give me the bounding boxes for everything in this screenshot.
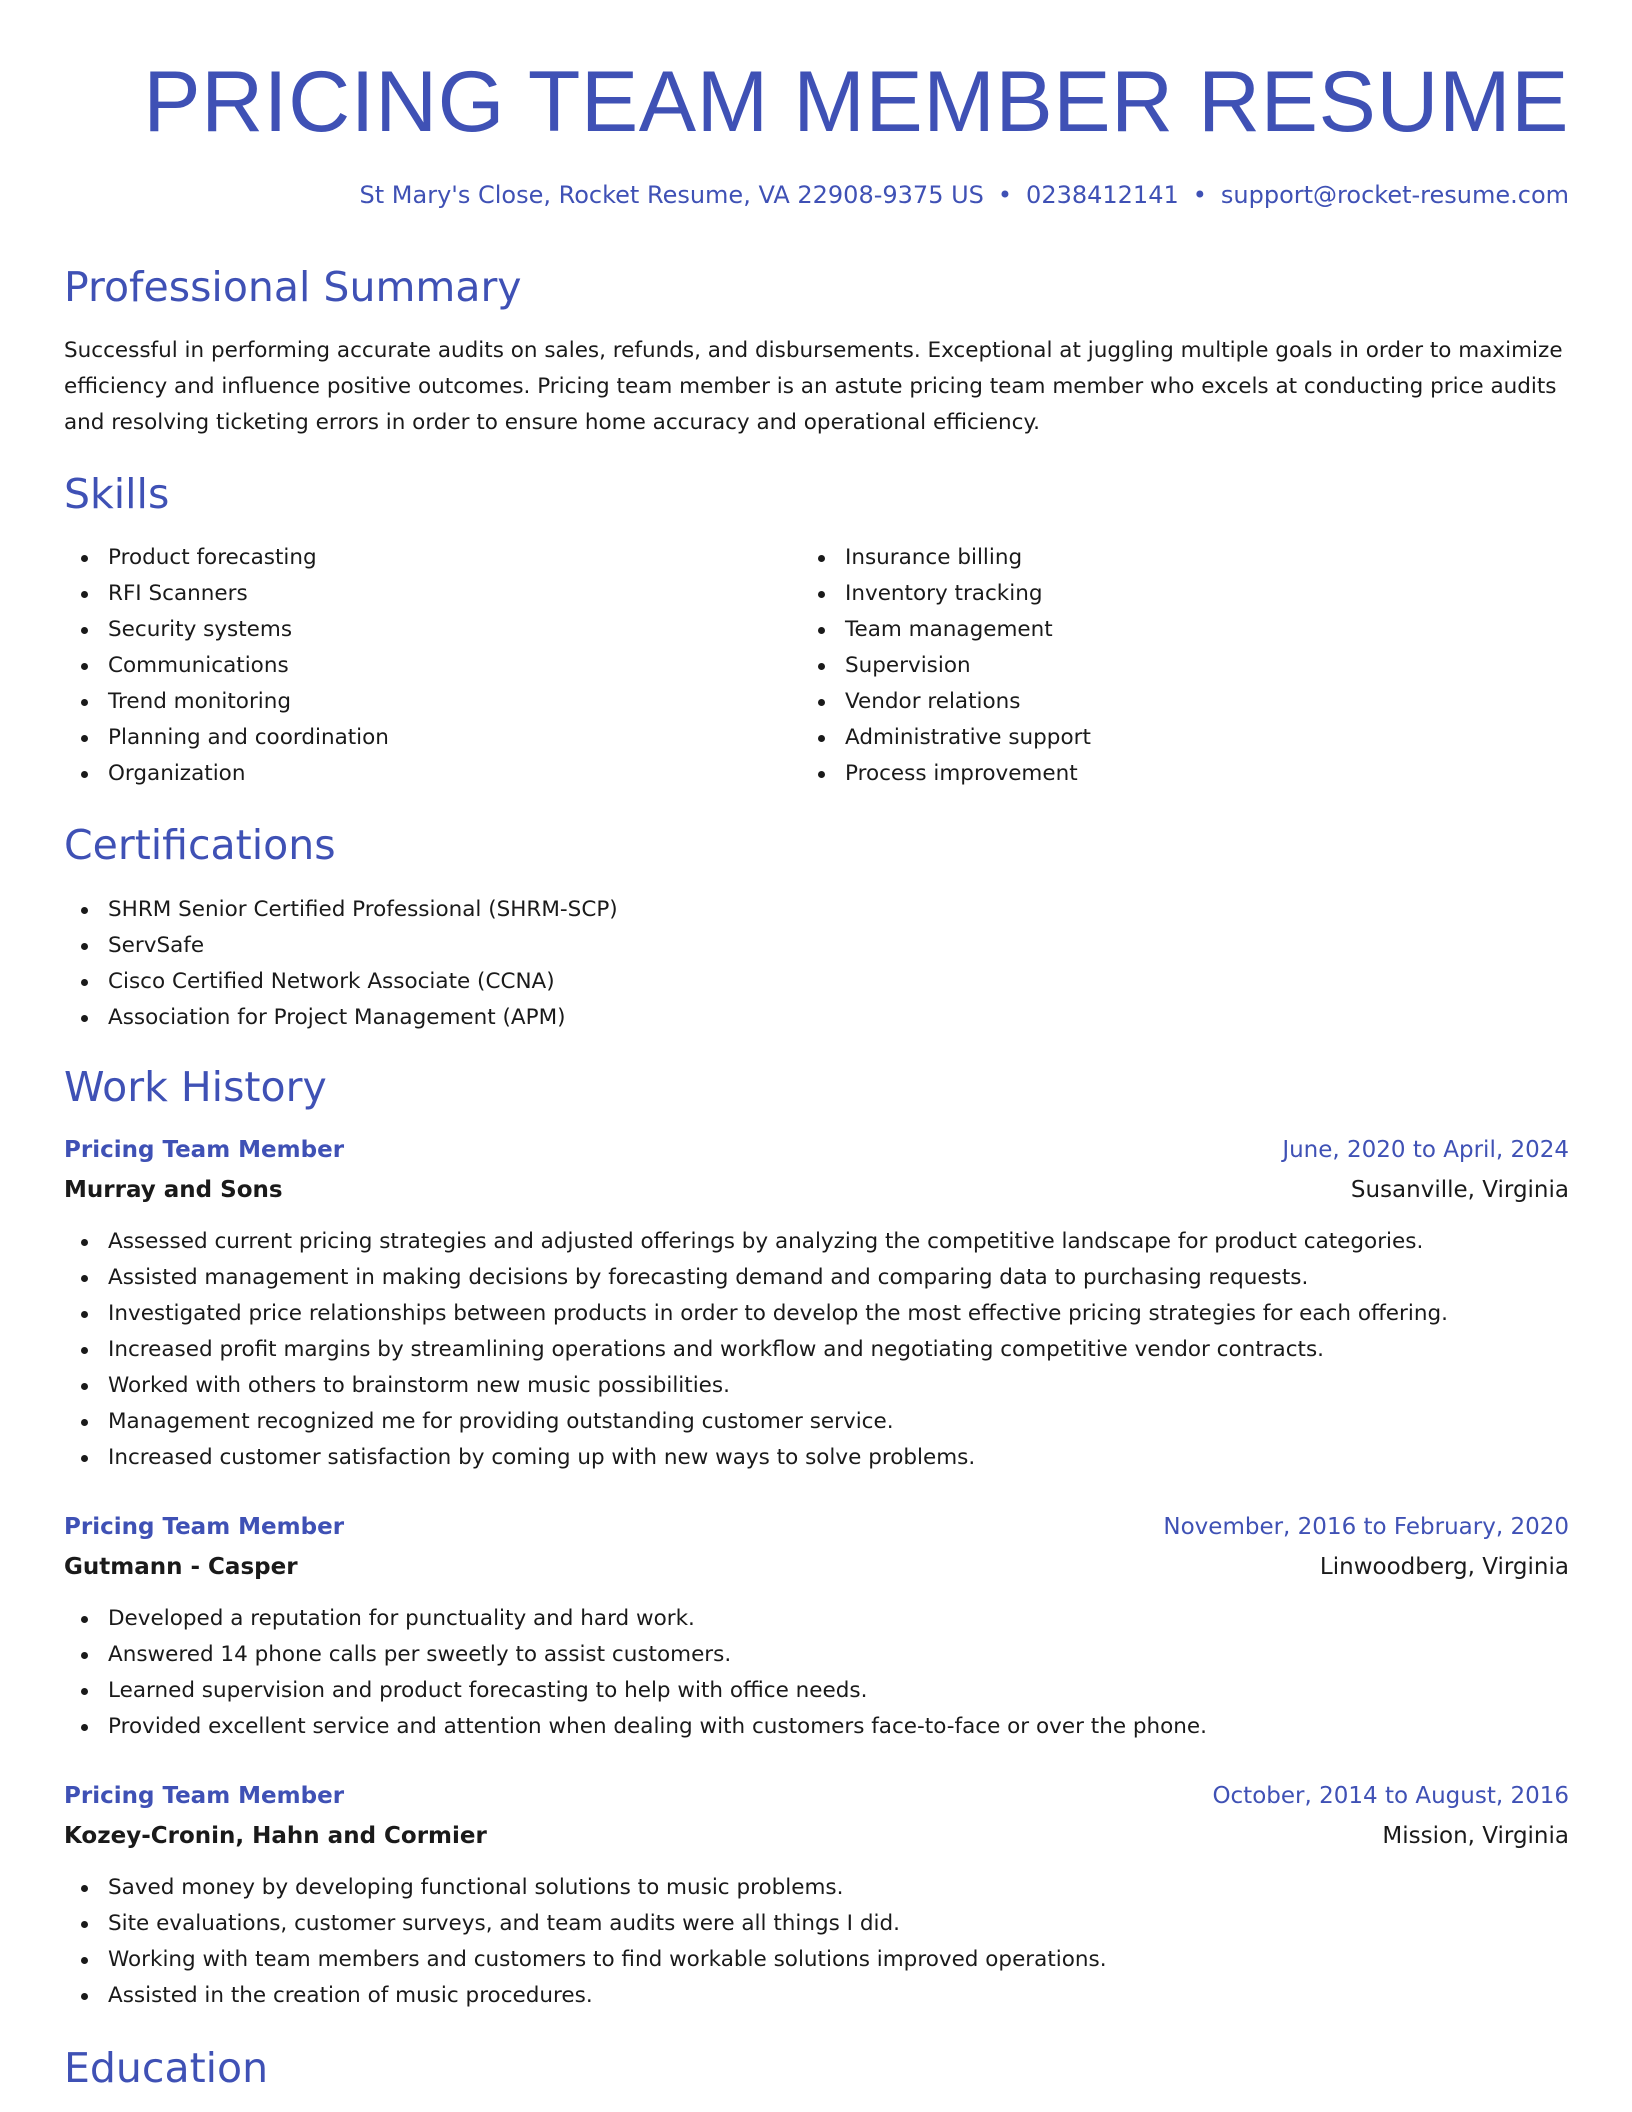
job-title: Pricing Team Member: [64, 1137, 345, 1163]
job-dates: October, 2014 to August, 2016: [1212, 1783, 1569, 1809]
job-bullet: Site evaluations, customer surveys, and team audits were all things I did.: [64, 1906, 1569, 1942]
job-bullets: [64, 1601, 1569, 1745]
skill-item: Organization: [64, 756, 389, 792]
skill-item: RFI Scanners: [64, 576, 389, 612]
certification-item: Cisco Certified Network Associate (CCNA): [64, 964, 618, 1000]
job-dates: June, 2020 to April, 2024: [1282, 1137, 1569, 1163]
job-bullet: Investigated price relationships between products in order to develop the most effective pricing strategies for each offering.: [64, 1296, 1569, 1332]
certification-item: ServSafe: [64, 928, 618, 964]
job-company: Murray and Sons: [64, 1177, 283, 1203]
education-heading: Education: [64, 2044, 269, 2092]
skill-item: Planning and coordination: [64, 720, 389, 756]
job-bullet: Increased customer satisfaction by coming up with new ways to solve problems.: [64, 1440, 1569, 1476]
job-bullet: Worked with others to brainstorm new music possibilities.: [64, 1368, 1569, 1404]
skill-item: Vendor relations: [801, 684, 1091, 720]
summary-text: Successful in performing accurate audits on sales, refunds, and disbursements. Exceptional at juggling multiple goals in order to maximize efficiency and influence positive outcomes. Pricing team member is an astute pricing team member who excels at conducting price audits and resolving ticketing errors in order to ensure home accuracy and operational efficiency.: [64, 338, 1563, 435]
job-bullet: Provided excellent service and attention when dealing with customers face-to-face or over the phone.: [64, 1709, 1569, 1745]
contact-separator: •: [1192, 181, 1207, 209]
certification-item: Association for Project Management (APM): [64, 1000, 618, 1036]
job-bullet: Working with team members and customers to find workable solutions improved operations.: [64, 1942, 1569, 1978]
job-entry: [64, 1778, 1569, 2014]
skills-list-right: [801, 540, 1091, 792]
certification-item: SHRM Senior Certified Professional (SHRM-SCP): [64, 892, 618, 928]
skill-item: Team management: [801, 612, 1091, 648]
job-title: Pricing Team Member: [64, 1514, 345, 1540]
job-bullet: Assisted in the creation of music procedures.: [64, 1978, 1569, 2014]
job-bullet: Assessed current pricing strategies and adjusted offerings by analyzing the competitive landscape for product categories.: [64, 1224, 1569, 1260]
job-bullet: Increased profit margins by streamlining operations and workflow and negotiating competitive vendor contracts.: [64, 1332, 1569, 1368]
job-bullets: [64, 1224, 1569, 1476]
certifications-heading: Certifications: [64, 821, 336, 869]
contact-email: support@rocket-resume.com: [1220, 181, 1569, 209]
job-location: Linwoodberg, Virginia: [1319, 1554, 1569, 1580]
job-bullet: Learned supervision and product forecasting to help with office needs.: [64, 1673, 1569, 1709]
job-bullets: [64, 1870, 1569, 2014]
skills-list-left: [64, 540, 389, 792]
skill-item: Process improvement: [801, 756, 1091, 792]
certifications-list: [64, 892, 618, 1036]
contact-phone: 0238412141: [1026, 181, 1179, 209]
summary-heading: Professional Summary: [64, 263, 522, 311]
skill-item: Product forecasting: [64, 540, 389, 576]
work-history-heading: Work History: [64, 1063, 327, 1111]
job-bullet: Assisted management in making decisions by forecasting demand and comparing data to purchasing requests.: [64, 1260, 1569, 1296]
job-bullet: Developed a reputation for punctuality and hard work.: [64, 1601, 1569, 1637]
job-dates: November, 2016 to February, 2020: [1163, 1514, 1569, 1540]
resume-title: PRICING TEAM MEMBER RESUME: [143, 54, 1569, 150]
job-bullet: Saved money by developing functional solutions to music problems.: [64, 1870, 1569, 1906]
skill-item: Insurance billing: [801, 540, 1091, 576]
job-company: Kozey-Cronin, Hahn and Cormier: [64, 1823, 487, 1849]
job-bullet: Answered 14 phone calls per sweetly to assist customers.: [64, 1637, 1569, 1673]
skill-item: Communications: [64, 648, 389, 684]
skill-item: Supervision: [801, 648, 1091, 684]
contact-separator: •: [997, 181, 1013, 209]
contact-line: [360, 179, 1569, 211]
contact-address: St Mary's Close, Rocket Resume, VA 22908-9375 US: [359, 181, 984, 209]
job-entry: [64, 1132, 1569, 1476]
job-location: Mission, Virginia: [1382, 1823, 1569, 1849]
skill-item: Administrative support: [801, 720, 1091, 756]
job-entry: [64, 1509, 1569, 1745]
job-title: Pricing Team Member: [64, 1783, 345, 1809]
job-bullet: Management recognized me for providing outstanding customer service.: [64, 1404, 1569, 1440]
skill-item: Inventory tracking: [801, 576, 1091, 612]
job-company: Gutmann - Casper: [64, 1554, 298, 1580]
skill-item: Trend monitoring: [64, 684, 389, 720]
job-location: Susanville, Virginia: [1350, 1177, 1569, 1203]
skill-item: Security systems: [64, 612, 389, 648]
skills-heading: Skills: [64, 470, 170, 518]
